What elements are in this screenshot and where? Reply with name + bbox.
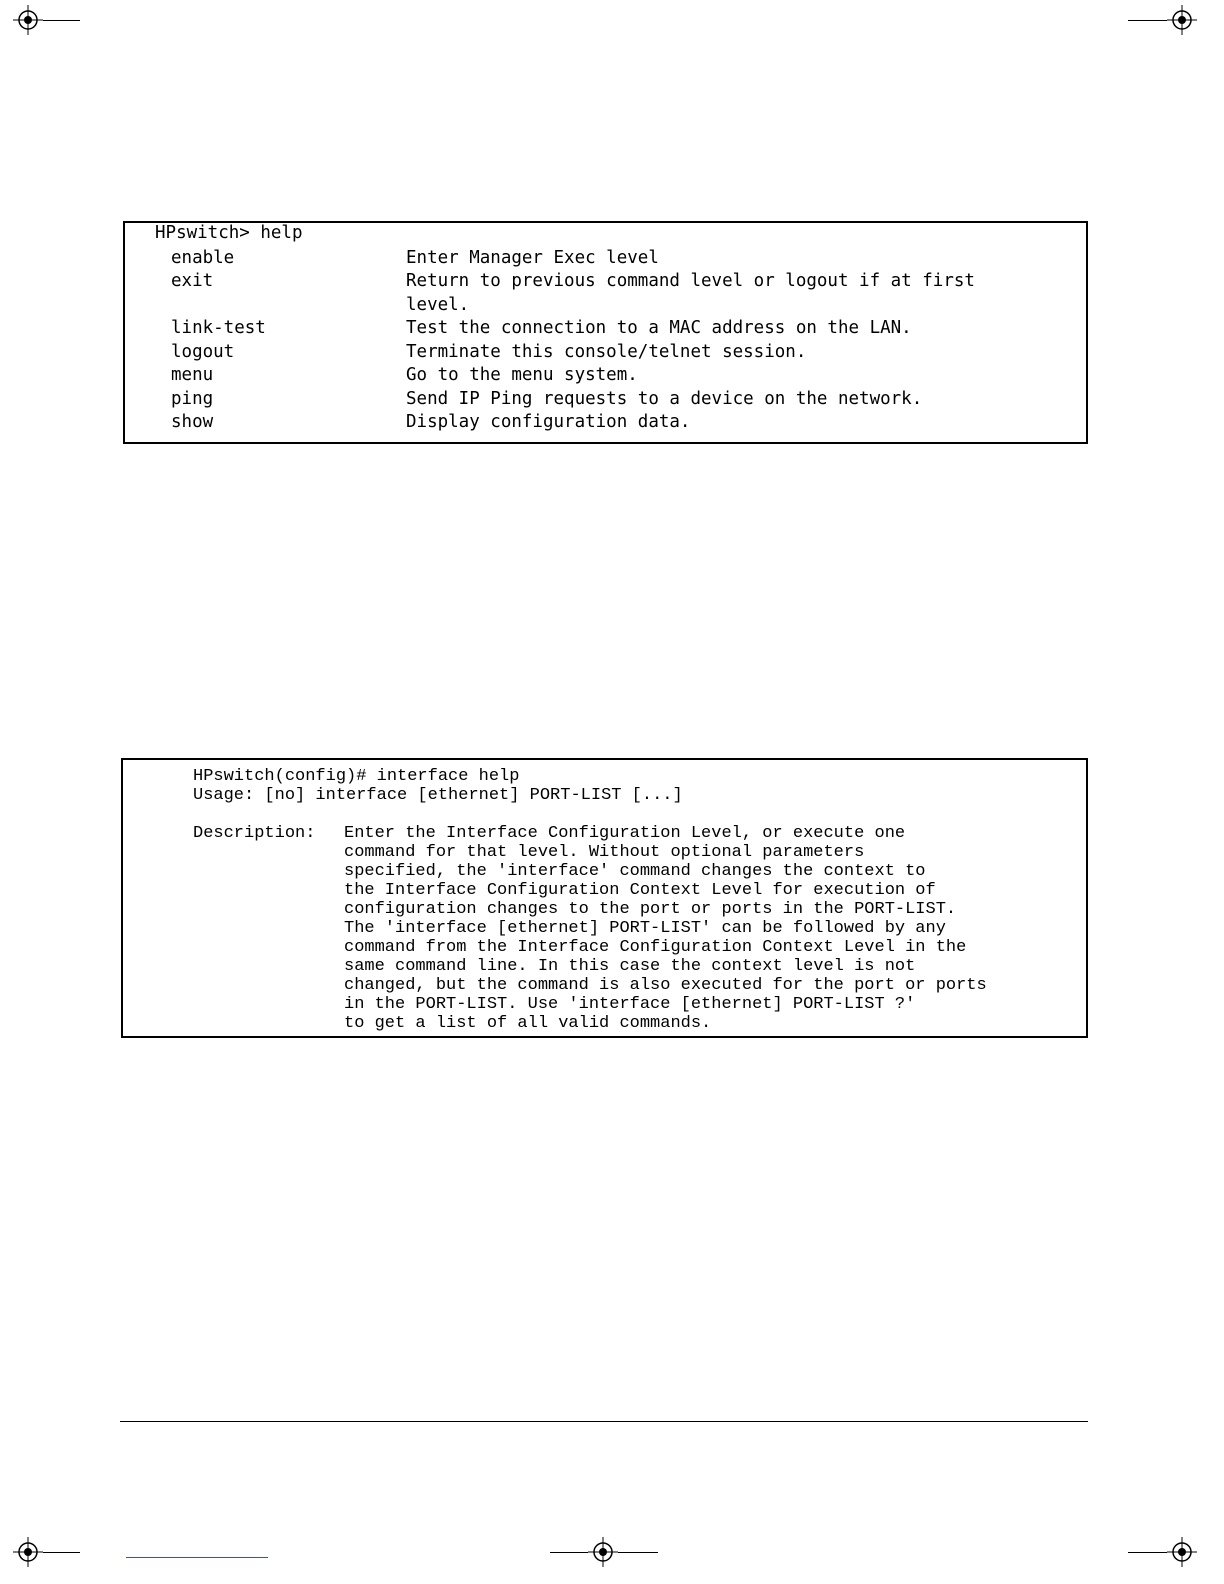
description-line: configuration changes to the port or ports in the PORT-LIST. bbox=[344, 900, 957, 919]
help-prompt: HPswitch> help bbox=[155, 223, 303, 243]
command-desc-show: Display configuration data. bbox=[406, 412, 691, 432]
command-name-menu: menu bbox=[171, 365, 214, 385]
description-line: command from the Interface Configuration Context Level in the bbox=[344, 938, 967, 957]
crop-line-bottom-center-right bbox=[618, 1552, 658, 1553]
registration-mark-bottom-right-icon bbox=[1167, 1537, 1197, 1567]
crop-line-bottom-right bbox=[1128, 1552, 1167, 1553]
description-line: changed, but the command is also executed for the port or ports bbox=[344, 976, 987, 995]
crop-line-top-left bbox=[43, 20, 80, 21]
interface-usage: Usage: [no] interface [ethernet] PORT-LIST [...] bbox=[193, 786, 683, 805]
help-command-screen bbox=[123, 221, 1088, 444]
registration-mark-top-left-icon bbox=[13, 5, 43, 35]
command-name-ping: ping bbox=[171, 389, 214, 409]
description-line: to get a list of all valid commands. bbox=[344, 1014, 712, 1033]
command-name-logout: logout bbox=[171, 342, 235, 362]
description-line: specified, the 'interface' command changes the context to bbox=[344, 862, 926, 881]
footer-link-underline bbox=[126, 1557, 268, 1558]
description-line: in the PORT-LIST. Use 'interface [ethernet] PORT-LIST ?' bbox=[344, 995, 916, 1014]
command-desc-exit-line1: Return to previous command level or logout if at first bbox=[406, 271, 975, 291]
registration-mark-bottom-center-icon bbox=[588, 1537, 618, 1567]
footer-rule bbox=[120, 1421, 1088, 1422]
interface-prompt: HPswitch(config)# interface help bbox=[193, 767, 520, 786]
description-line: same command line. In this case the context level is not bbox=[344, 957, 916, 976]
command-name-enable: enable bbox=[171, 248, 235, 268]
command-desc-exit-line2: level. bbox=[406, 295, 470, 315]
command-desc-enable: Enter Manager Exec level bbox=[406, 248, 659, 268]
command-name-show: show bbox=[171, 412, 214, 432]
interface-help-screen bbox=[121, 758, 1088, 1038]
crop-line-bottom-left bbox=[43, 1552, 80, 1553]
description-label: Description: bbox=[193, 824, 316, 843]
command-name-exit: exit bbox=[171, 271, 214, 291]
crop-line-bottom-center-left bbox=[550, 1552, 588, 1553]
description-line: The 'interface [ethernet] PORT-LIST' can be followed by any bbox=[344, 919, 946, 938]
command-desc-logout: Terminate this console/telnet session. bbox=[406, 342, 807, 362]
registration-mark-bottom-left-icon bbox=[13, 1537, 43, 1567]
registration-mark-top-right-icon bbox=[1167, 5, 1197, 35]
crop-line-top-right bbox=[1128, 20, 1167, 21]
command-desc-menu: Go to the menu system. bbox=[406, 365, 638, 385]
description-line: command for that level. Without optional parameters bbox=[344, 843, 865, 862]
command-desc-ping: Send IP Ping requests to a device on the network. bbox=[406, 389, 923, 409]
command-desc-link-test: Test the connection to a MAC address on the LAN. bbox=[406, 318, 912, 338]
description-line: Enter the Interface Configuration Level, or execute one bbox=[344, 824, 906, 843]
command-name-link-test: link-test bbox=[171, 318, 266, 338]
description-line: the Interface Configuration Context Level for execution of bbox=[344, 881, 936, 900]
